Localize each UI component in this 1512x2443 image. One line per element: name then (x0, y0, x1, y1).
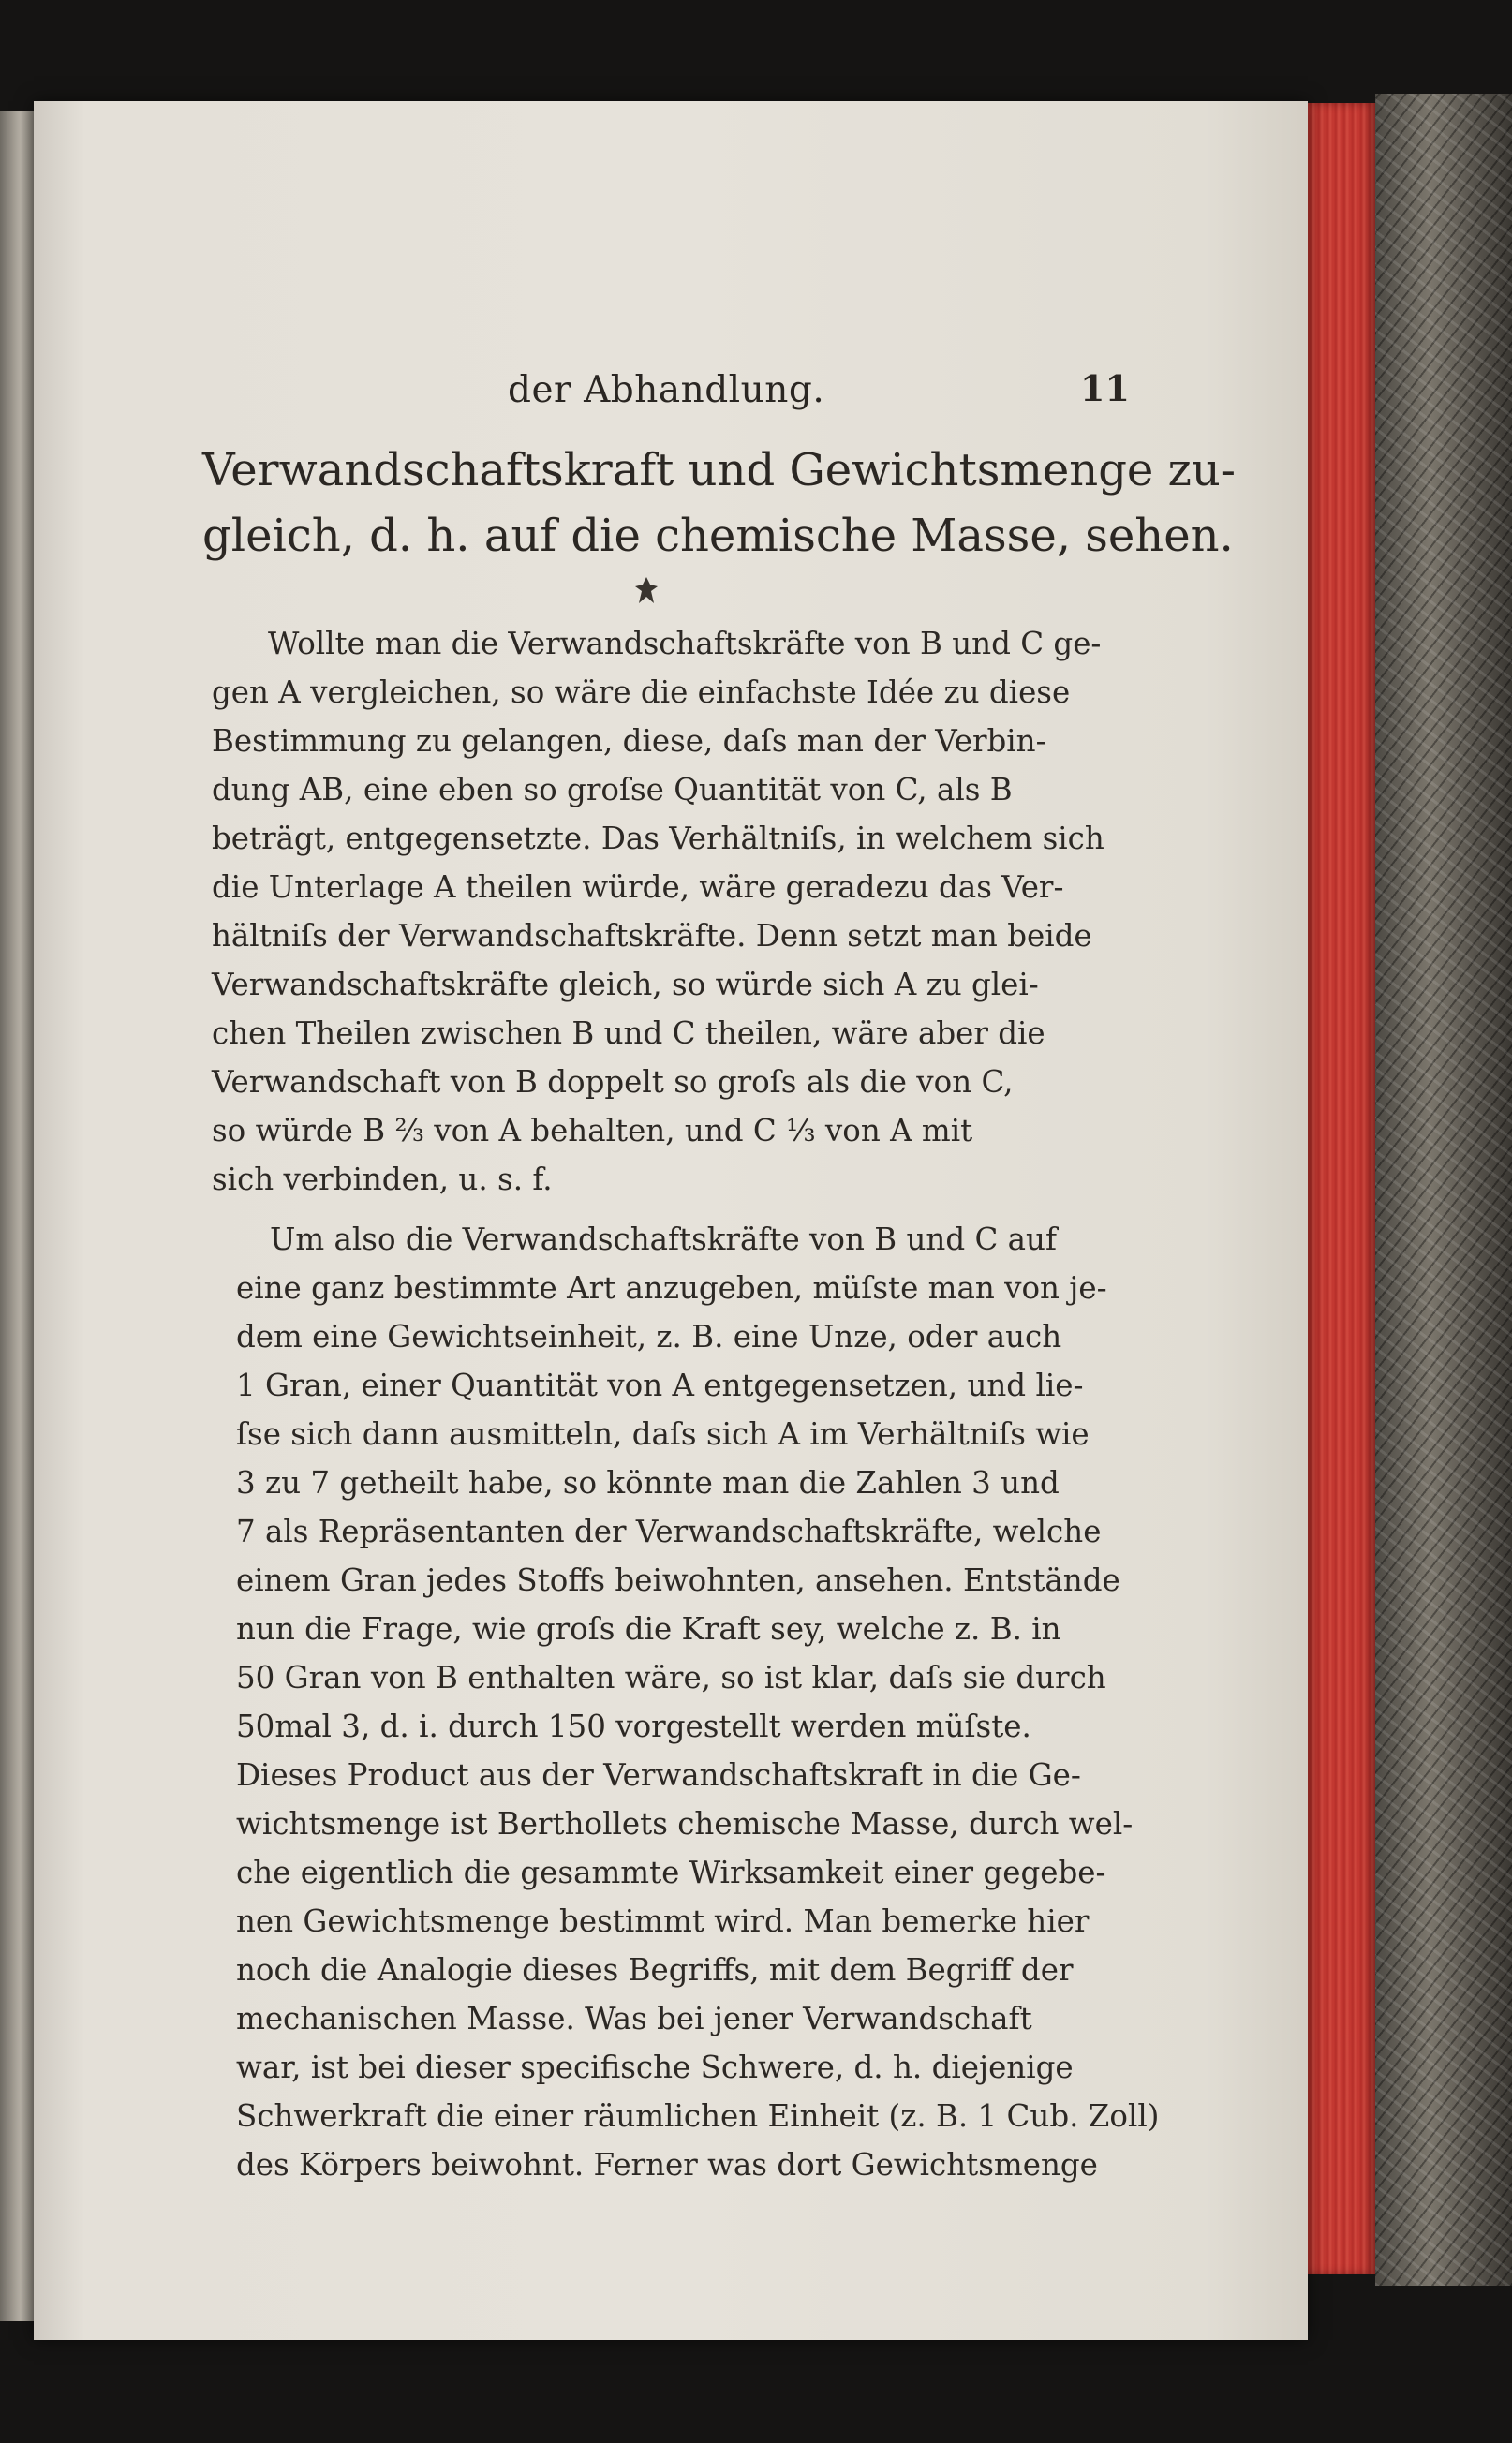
text-line: so würde B ⅔ von A behalten, und C ⅓ von A mit (212, 1113, 973, 1148)
red-page-edges (1308, 103, 1375, 2274)
text-line: nun die Frage, wie groſs die Kraft sey, welche z. B. in (236, 1611, 1061, 1647)
text-line: sich verbinden, u. s. f. (212, 1162, 553, 1197)
marbled-cover (1375, 94, 1512, 2286)
text-line: nen Gewichtsmenge bestimmt wird. Man bemerke hier (236, 1903, 1090, 1939)
text-line: dem eine Gewichtseinheit, z. B. eine Unze, oder auch (236, 1319, 1062, 1355)
text-line: einem Gran jedes Stoffs beiwohnten, ansehen. Entstände (236, 1562, 1120, 1598)
left-page-edge (0, 111, 34, 2321)
text-line: war, ist bei dieser specifische Schwere, d. h. diejenige (236, 2050, 1074, 2085)
text-line: ſse sich dann ausmitteln, daſs sich A im Verhältniſs wie (236, 1416, 1090, 1452)
text-line: Bestimmung zu gelangen, diese, daſs man der Verbin- (212, 723, 1046, 759)
heading-line-1: Verwandschaftskraft und Gewichtsmenge zu- (202, 444, 1237, 496)
book-page (34, 101, 1308, 2340)
text-line: beträgt, entgegensetzte. Das Verhältniſs, in welchem sich (212, 821, 1104, 856)
text-line: 3 zu 7 getheilt habe, so könnte man die Zahlen 3 und (236, 1465, 1060, 1501)
text-line: Schwerkraft die einer räumlichen Einheit (z. B. 1 Cub. Zoll) (236, 2098, 1160, 2134)
page-number: 11 (1080, 367, 1130, 409)
text-line: Um also die Verwandschaftskräfte von B und C auf (270, 1222, 1057, 1257)
text-line: Verwandschaft von B doppelt so groſs als die von C, (212, 1064, 1014, 1100)
text-line: Wollte man die Verwandschaftskräfte von B und C ge- (268, 626, 1102, 661)
text-line: noch die Analogie dieses Begriffs, mit dem Begriff der (236, 1952, 1074, 1988)
text-line: che eigentlich die gesammte Wirksamkeit einer gegebe- (236, 1855, 1106, 1890)
heading-line-2: gleich, d. h. auf die chemische Masse, sehen. (202, 510, 1234, 562)
text-line: Verwandschaftskräfte gleich, so würde sich A zu glei- (212, 967, 1039, 1002)
text-line: hältniſs der Verwandschaftskräfte. Denn setzt man beide (212, 918, 1092, 954)
text-line: chen Theilen zwischen B und C theilen, wäre aber die (212, 1015, 1045, 1051)
text-line: mechanischen Masse. Was bei jener Verwandschaft (236, 2001, 1032, 2036)
text-line: 7 als Repräsentanten der Verwandschaftskräfte, welche (236, 1514, 1102, 1549)
text-line: wichtsmenge ist Berthollets chemische Masse, durch wel- (236, 1806, 1134, 1842)
text-line: eine ganz bestimmte Art anzugeben, müſste man von je- (236, 1270, 1107, 1306)
text-line: 50mal 3, d. i. durch 150 vorgestellt werden müſste. (236, 1709, 1031, 1744)
text-line: dung AB, eine eben so groſse Quantität von C, als B (212, 772, 1013, 807)
text-line: Dieses Product aus der Verwandschaftskraft in die Ge- (236, 1757, 1081, 1793)
text-line: 50 Gran von B enthalten wäre, so ist klar, daſs sie durch (236, 1660, 1106, 1695)
running-title: der Abhandlung. (508, 369, 825, 411)
text-line: die Unterlage A theilen würde, wäre geradezu das Ver- (212, 869, 1064, 905)
text-line: des Körpers beiwohnt. Ferner was dort Gewichtsmenge (236, 2147, 1098, 2183)
text-line: gen A vergleichen, so wäre die einfachste Idée zu diese (212, 674, 1071, 710)
printer-ornament-icon (633, 575, 660, 607)
text-line: 1 Gran, einer Quantität von A entgegensetzen, und lie- (236, 1368, 1084, 1403)
